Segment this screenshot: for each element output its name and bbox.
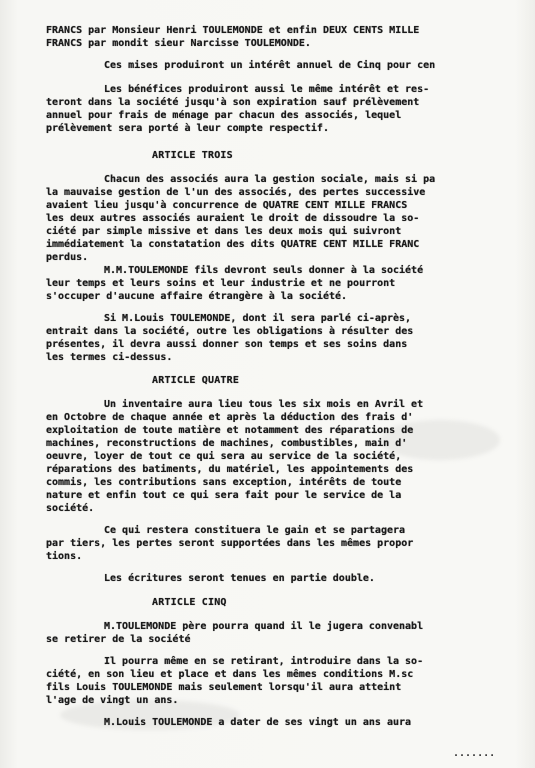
text-line: teront dans la société jusqu'à son expiration sauf prélèvement <box>46 97 420 108</box>
text-line: FRANCS par Monsieur Henri TOULEMONDE et enfin DEUX CENTS MILLE <box>46 25 420 36</box>
text-line: Ces mises produiront un intérêt annuel de Cinq pour cen <box>104 60 436 71</box>
text-line: Si M.Louis TOULEMONDE, dont il sera parlé ci-après, <box>104 313 412 324</box>
text-line: la mauvaise gestion de l'un des associés, des pertes successive <box>46 187 426 198</box>
text-line: les termes ci-dessus. <box>46 352 173 363</box>
text-line: FRANCS par mondit sieur Narcisse TOULEMONDE. <box>46 38 311 49</box>
text-line: tions. <box>46 551 83 562</box>
text-line: présentes, il devra aussi donner son temps et ses soins dans <box>46 339 408 350</box>
text-line: immédiatement la constatation des dits QUATRE CENT MILLE FRANC <box>46 239 420 250</box>
text-line: en Octobre de chaque année et après la déduction des frais d' <box>46 412 414 423</box>
article-heading: ARTICLE QUATRE <box>152 375 240 386</box>
text-line: société. <box>46 503 95 514</box>
text-line: Les écritures seront tenues en partie double. <box>104 573 375 584</box>
text-line: prélèvement sera porté à leur compte respectif. <box>46 123 329 134</box>
text-line: M.M.TOULEMONDE fils devront seuls donner à la société <box>104 265 424 276</box>
text-line: leur temps et leurs soins et leur industrie et ne pourront <box>46 278 396 289</box>
text-line: machines, reconstructions de machines, combustibles, main d' <box>46 438 408 449</box>
text-line: Il pourra même en se retirant, introduire dans la so- <box>104 656 424 667</box>
text-line: commis, les contributions sans exception, intérêts de toute <box>46 477 402 488</box>
text-line: fils Louis TOULEMONDE mais seulement lorsqu'il aura atteint <box>46 682 402 693</box>
text-line: oeuvre, loyer de tout ce qui sera au service de la société, <box>46 451 402 462</box>
text-line: perdus. <box>46 252 89 263</box>
text-line: se retirer de la société <box>46 634 191 645</box>
text-line: réparations des batiments, du matériel, les appointements des <box>46 464 414 475</box>
text-line: annuel pour frais de ménage par chacun des associés, lequel <box>46 110 402 121</box>
text-line: par tiers, les pertes seront supportées dans les mêmes propor <box>46 538 414 549</box>
text-line: l'age de vingt un ans. <box>46 695 179 706</box>
text-line: Chacun des associés aura la gestion sociale, mais si pa <box>104 174 436 185</box>
continuation-dots: ....... <box>453 748 496 759</box>
text-line: M.TOULEMONDE père pourra quand il le jugera convenabl <box>104 621 424 632</box>
text-line: M.Louis TOULEMONDE a dater de ses vingt un ans aura <box>104 717 412 728</box>
text-line: entrait dans la société, outre les obligations à résulter des <box>46 326 414 337</box>
text-line: les deux autres associés auraient le droit de dissoudre la so- <box>46 213 420 224</box>
text-line: ciété, en son lieu et place et dans les mêmes conditions M.sc <box>46 669 414 680</box>
text-line: nature et enfin tout ce qui sera fait pour le service de la <box>46 490 402 501</box>
article-heading: ARTICLE TROIS <box>152 150 233 161</box>
article-heading: ARTICLE CINQ <box>152 597 227 608</box>
text-line: Les bénéfices produiront aussi le même intérêt et res- <box>104 84 430 95</box>
text-line: Ce qui restera constituera le gain et se partagera <box>104 525 406 536</box>
text-line: ciété par simple missive et dans les deux mois qui suivront <box>46 226 402 237</box>
text-line: avaient lieu jusqu'à concurrence de QUATRE CENT MILLE FRANCS <box>46 200 408 211</box>
text-line: s'occuper d'aucune affaire étrangère à la société. <box>46 291 348 302</box>
text-line: Un inventaire aura lieu tous les six mois en Avril et <box>104 399 424 410</box>
text-line: exploitation de toute matière et notamment des réparations de <box>46 425 414 436</box>
